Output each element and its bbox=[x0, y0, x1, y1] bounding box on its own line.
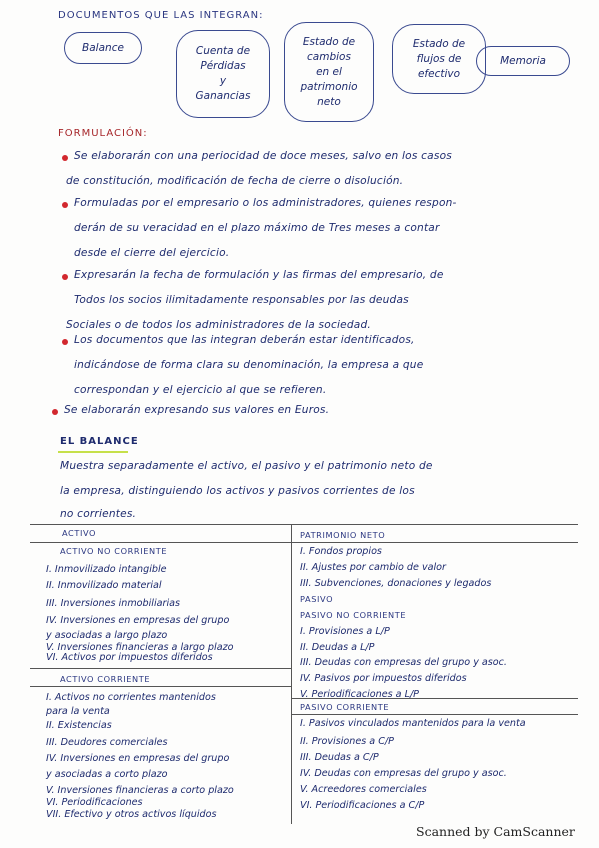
table-row: VI. Periodificaciones bbox=[46, 797, 143, 808]
formulacion-line: Se elaborarán expresando sus valores en Euros. bbox=[64, 404, 330, 416]
table-row: III. Subvenciones, donaciones y legados bbox=[300, 578, 492, 589]
table-row: III. Deudores comerciales bbox=[46, 737, 168, 748]
table-top-border bbox=[30, 524, 578, 525]
table-row: V. Inversiones financieras a corto plazo bbox=[46, 785, 234, 796]
bullet-icon bbox=[62, 339, 68, 345]
formulacion-line: Se elaborarán con una periocidad de doce meses, salvo en los casos bbox=[74, 150, 452, 162]
table-row: I. Provisiones a L/P bbox=[300, 626, 390, 637]
table-row: III. Inversiones inmobiliarias bbox=[46, 598, 180, 609]
table-header-rule-left bbox=[30, 542, 291, 543]
table-row: IV. Deudas con empresas del grupo y asoc. bbox=[300, 768, 507, 779]
table-row: V. Periodificaciones a L/P bbox=[300, 689, 419, 700]
formulacion-line: Los documentos que las integran deberán estar identificados, bbox=[74, 334, 415, 346]
formulacion-line: indicándose de forma clara su denominación, la empresa a que bbox=[74, 359, 424, 371]
activo-header: ACTIVO bbox=[62, 528, 97, 538]
table-subheading: ACTIVO CORRIENTE bbox=[60, 674, 151, 684]
table-row: V. Acreedores comerciales bbox=[300, 784, 427, 795]
table-row: IV. Pasivos por impuestos diferidos bbox=[300, 673, 467, 684]
formulacion-heading: FORMULACIÓN: bbox=[58, 128, 148, 139]
activo-corriente-subrule bbox=[30, 686, 291, 687]
table-center-divider bbox=[291, 524, 292, 824]
bullet-icon bbox=[52, 409, 58, 415]
doc-label: Memoria bbox=[500, 54, 546, 67]
formulacion-line: Formuladas por el empresario o los administradores, quienes respon- bbox=[74, 197, 457, 209]
table-row: y asociadas a corto plazo bbox=[46, 769, 168, 780]
balance-heading: EL BALANCE bbox=[60, 436, 139, 447]
table-row: y asociadas a largo plazo bbox=[46, 630, 168, 641]
table-row: II. Ajustes por cambio de valor bbox=[300, 562, 446, 573]
bullet-icon bbox=[62, 202, 68, 208]
doc-cloud-cuenta-pyg bbox=[176, 30, 270, 118]
table-row: III. Deudas con empresas del grupo y asoc. bbox=[300, 657, 507, 668]
bullet-icon bbox=[62, 155, 68, 161]
table-row: IV. Inversiones en empresas del grupo bbox=[46, 753, 230, 764]
table-row: II. Inmovilizado material bbox=[46, 580, 162, 591]
balance-line: la empresa, distinguiendo los activos y pasivos corrientes de los bbox=[60, 485, 415, 497]
doc-cloud-memoria bbox=[476, 46, 570, 76]
doc-label: Cuenta de Pérdidas y Ganancias bbox=[195, 45, 251, 102]
table-row: II. Existencias bbox=[46, 720, 112, 731]
table-header-rule-right bbox=[291, 542, 578, 543]
pasivo-corriente-subrule bbox=[291, 714, 578, 715]
doc-label: Estado de cambios en el patrimonio neto bbox=[300, 35, 358, 108]
table-row: VI. Periodificaciones a C/P bbox=[300, 800, 425, 811]
doc-label: Balance bbox=[82, 41, 124, 54]
formulacion-line: desde el cierre del ejercicio. bbox=[74, 247, 230, 259]
table-row: I. Pasivos vinculados mantenidos para la venta bbox=[300, 718, 526, 729]
table-row: II. Deudas a L/P bbox=[300, 642, 375, 653]
doc-cloud-balance bbox=[64, 32, 142, 64]
doc-label: Estado de flujos de efectivo bbox=[412, 37, 466, 80]
patrimonio-neto-header: PATRIMONIO NETO bbox=[300, 530, 386, 540]
balance-line: no corrientes. bbox=[60, 508, 137, 520]
formulacion-line: Todos los socios ilimitadamente responsables por las deudas bbox=[74, 294, 409, 306]
documents-heading: DOCUMENTOS QUE LAS INTEGRAN: bbox=[58, 10, 264, 21]
scanner-watermark: Scanned by CamScanner bbox=[416, 824, 575, 839]
bullet-icon bbox=[62, 274, 68, 280]
table-row: I. Activos no corrientes mantenidos bbox=[46, 692, 216, 703]
doc-cloud-ecpn bbox=[284, 22, 374, 122]
table-row: VII. Efectivo y otros activos líquidos bbox=[46, 809, 217, 820]
table-subheading: PASIVO CORRIENTE bbox=[300, 702, 390, 712]
table-row: IV. Inversiones en empresas del grupo bbox=[46, 615, 230, 626]
table-row: V. Inversiones financieras a largo plazo bbox=[46, 642, 234, 653]
table-row: VI. Activos por impuestos diferidos bbox=[46, 652, 213, 663]
table-subheading: PASIVO bbox=[300, 594, 334, 604]
formulacion-line: derán de su veracidad en el plazo máximo de Tres meses a contar bbox=[74, 222, 440, 234]
doc-cloud-efe bbox=[392, 24, 486, 94]
table-row: para la venta bbox=[46, 706, 110, 717]
activo-corriente-rule bbox=[30, 668, 291, 669]
balance-line: Muestra separadamente el activo, el pasivo y el patrimonio neto de bbox=[60, 460, 433, 472]
balance-underline bbox=[58, 451, 128, 453]
formulacion-line: Sociales o de todos los administradores de la sociedad. bbox=[66, 319, 371, 331]
formulacion-line: Expresarán la fecha de formulación y las firmas del empresario, de bbox=[74, 269, 444, 281]
table-subheading: PASIVO NO CORRIENTE bbox=[300, 610, 407, 620]
table-row: I. Fondos propios bbox=[300, 546, 382, 557]
table-subheading: ACTIVO NO CORRIENTE bbox=[60, 546, 168, 556]
table-row: II. Provisiones a C/P bbox=[300, 736, 394, 747]
formulacion-line: correspondan y el ejercicio al que se refieren. bbox=[74, 384, 327, 396]
formulacion-line: de constitución, modificación de fecha de cierre o disolución. bbox=[66, 175, 404, 187]
table-row: I. Inmovilizado intangible bbox=[46, 564, 167, 575]
table-row: III. Deudas a C/P bbox=[300, 752, 379, 763]
